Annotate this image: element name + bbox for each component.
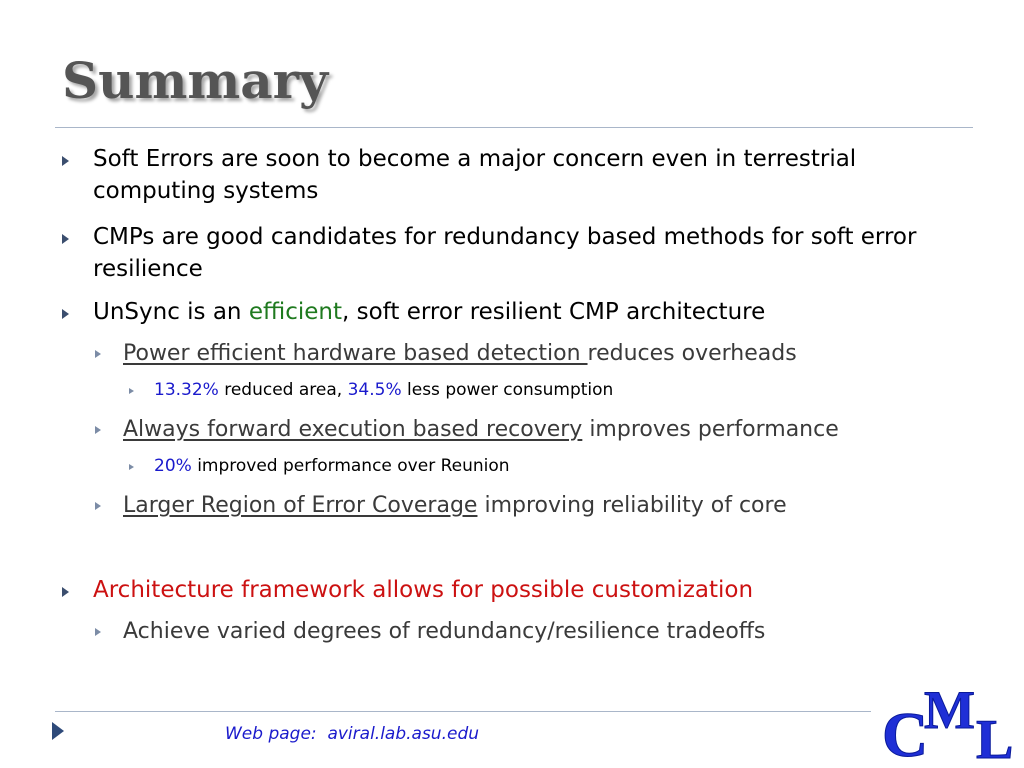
recovery-link[interactable]: Always forward execution based recovery [123,417,583,442]
footer-arrow-icon [52,722,64,740]
footer-divider [55,711,871,712]
sub-bullet-recovery [123,415,973,445]
sub-bullet-arrow-icon [95,628,101,636]
sub-bullet-arrow-icon [95,426,101,434]
power-text: less power consumption [401,380,614,400]
cml-logo [880,680,1024,764]
sub-sub-bullet-arrow-icon [129,464,134,470]
detection-rest: reduces overheads [587,341,797,366]
performance-value: 20% [154,456,192,476]
title-divider [55,127,973,128]
sub-sub-bullet-arrow-icon [129,388,134,394]
sub-bullet-arrow-icon [95,502,101,510]
bullet-customization: Architecture framework allows for possible customization [93,577,754,603]
bullet-cmps: CMPs are good candidates for redundancy based methods for soft error resilience [93,224,917,282]
coverage-rest: improving reliability of core [477,493,787,518]
sub-sub-bullet-performance [154,455,974,478]
efficient-highlight: efficient [248,299,342,325]
bullet-soft-errors: Soft Errors are soon to become a major concern even in terrestrial computing systems [93,146,857,204]
logo-letter-c: C [882,699,929,764]
slide-title: Summary [62,51,329,110]
bullet-arrow-icon [62,156,69,166]
sub-sub-bullet-area-power [154,379,974,402]
bullet-arrow-icon [62,234,69,244]
coverage-link[interactable]: Larger Region of Error Coverage [123,493,478,518]
bullet-unsync [93,297,973,329]
sub-bullet-detection [123,339,973,369]
recovery-rest: improves performance [582,417,839,442]
sub-bullet-arrow-icon [95,350,101,358]
sub-bullet-tradeoffs: Achieve varied degrees of redundancy/resilience tradeoffs [123,619,766,644]
performance-text: improved performance over Reunion [191,456,510,476]
power-reduction-value: 34.5% [347,380,402,400]
detection-link[interactable]: Power efficient hardware based detection [123,341,588,366]
logo-letter-m: M [924,680,975,740]
bullet-unsync-post: , soft error resilient CMP architecture [342,299,766,325]
logo-letter-l: L [976,709,1014,764]
bullet-unsync-pre: UnSync is an [93,299,249,325]
bullet-arrow-icon [62,587,69,597]
area-text: reduced area, [218,380,348,400]
sub-bullet-coverage [123,491,973,521]
footer-web-page[interactable]: Web page: aviral.lab.asu.edu [225,724,480,744]
area-reduction-value: 13.32% [154,380,219,400]
bullet-arrow-icon [62,309,69,319]
